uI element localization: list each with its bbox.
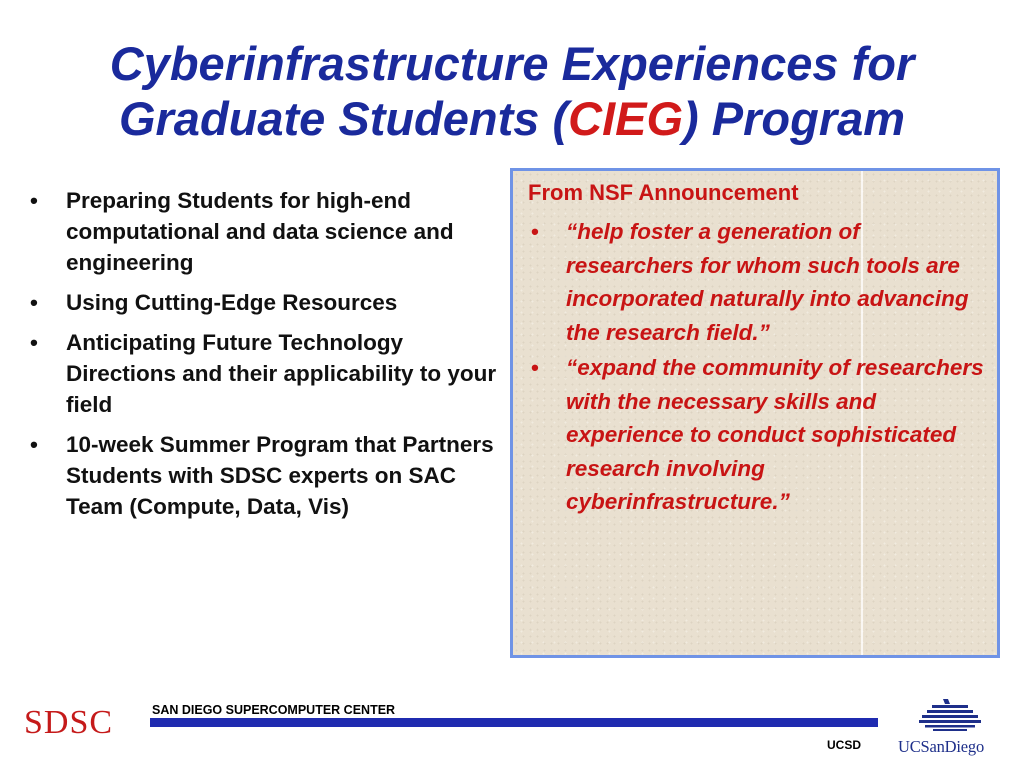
bullet-dot-icon: • xyxy=(30,330,38,355)
nsf-quote-text: “expand the community of researchers with the necessary skills and experience to conduct sophisticated research involving cyberinfrastructure.” xyxy=(566,355,984,514)
bullet-dot-icon: • xyxy=(531,219,539,244)
bullet-item xyxy=(30,327,500,420)
bullet-item xyxy=(30,287,500,318)
bullet-text: Anticipating Future Technology Directions and their applicability to your field xyxy=(66,330,497,417)
uc-san-diego-logo: UCSanDiego xyxy=(898,737,984,756)
title-line-1: Cyberinfrastructure Experiences for xyxy=(109,37,915,90)
title-line-2-suffix: ) Program xyxy=(683,92,906,145)
ucsd-label: UCSD xyxy=(827,738,862,752)
bullet-item xyxy=(30,185,500,278)
nsf-quote-text: “help foster a generation of researchers for whom such tools are incorporated naturally into advancing the research field.” xyxy=(566,219,969,345)
nsf-quote-item xyxy=(523,215,993,349)
ucsd-emblem-icon xyxy=(915,698,985,736)
sdsc-logo: SDSC xyxy=(24,704,114,741)
bullet-dot-icon: • xyxy=(30,432,38,457)
footer-divider-bar xyxy=(150,718,878,727)
bullet-text: Using Cutting-Edge Resources xyxy=(66,290,398,315)
slide-title xyxy=(0,36,1024,146)
title-acronym: CIEG xyxy=(568,92,684,145)
bullet-dot-icon: • xyxy=(531,355,539,380)
nsf-box-heading: From NSF Announcement xyxy=(528,180,799,205)
bullet-dot-icon: • xyxy=(30,290,38,315)
program-bullet-list xyxy=(30,185,500,531)
nsf-quote-list xyxy=(523,215,993,521)
center-name-label: SAN DIEGO SUPERCOMPUTER CENTER xyxy=(152,703,396,717)
bullet-text: Preparing Students for high-end computational and data science and engineering xyxy=(66,188,454,275)
bullet-dot-icon: • xyxy=(30,188,38,213)
nsf-announcement-box xyxy=(510,168,1000,658)
nsf-quote-item xyxy=(523,351,993,519)
bullet-text: 10-week Summer Program that Partners Students with SDSC experts on SAC Team (Compute, Data, Vis) xyxy=(66,432,494,519)
title-line-2-prefix: Graduate Students ( xyxy=(118,92,569,145)
bullet-item xyxy=(30,429,500,522)
